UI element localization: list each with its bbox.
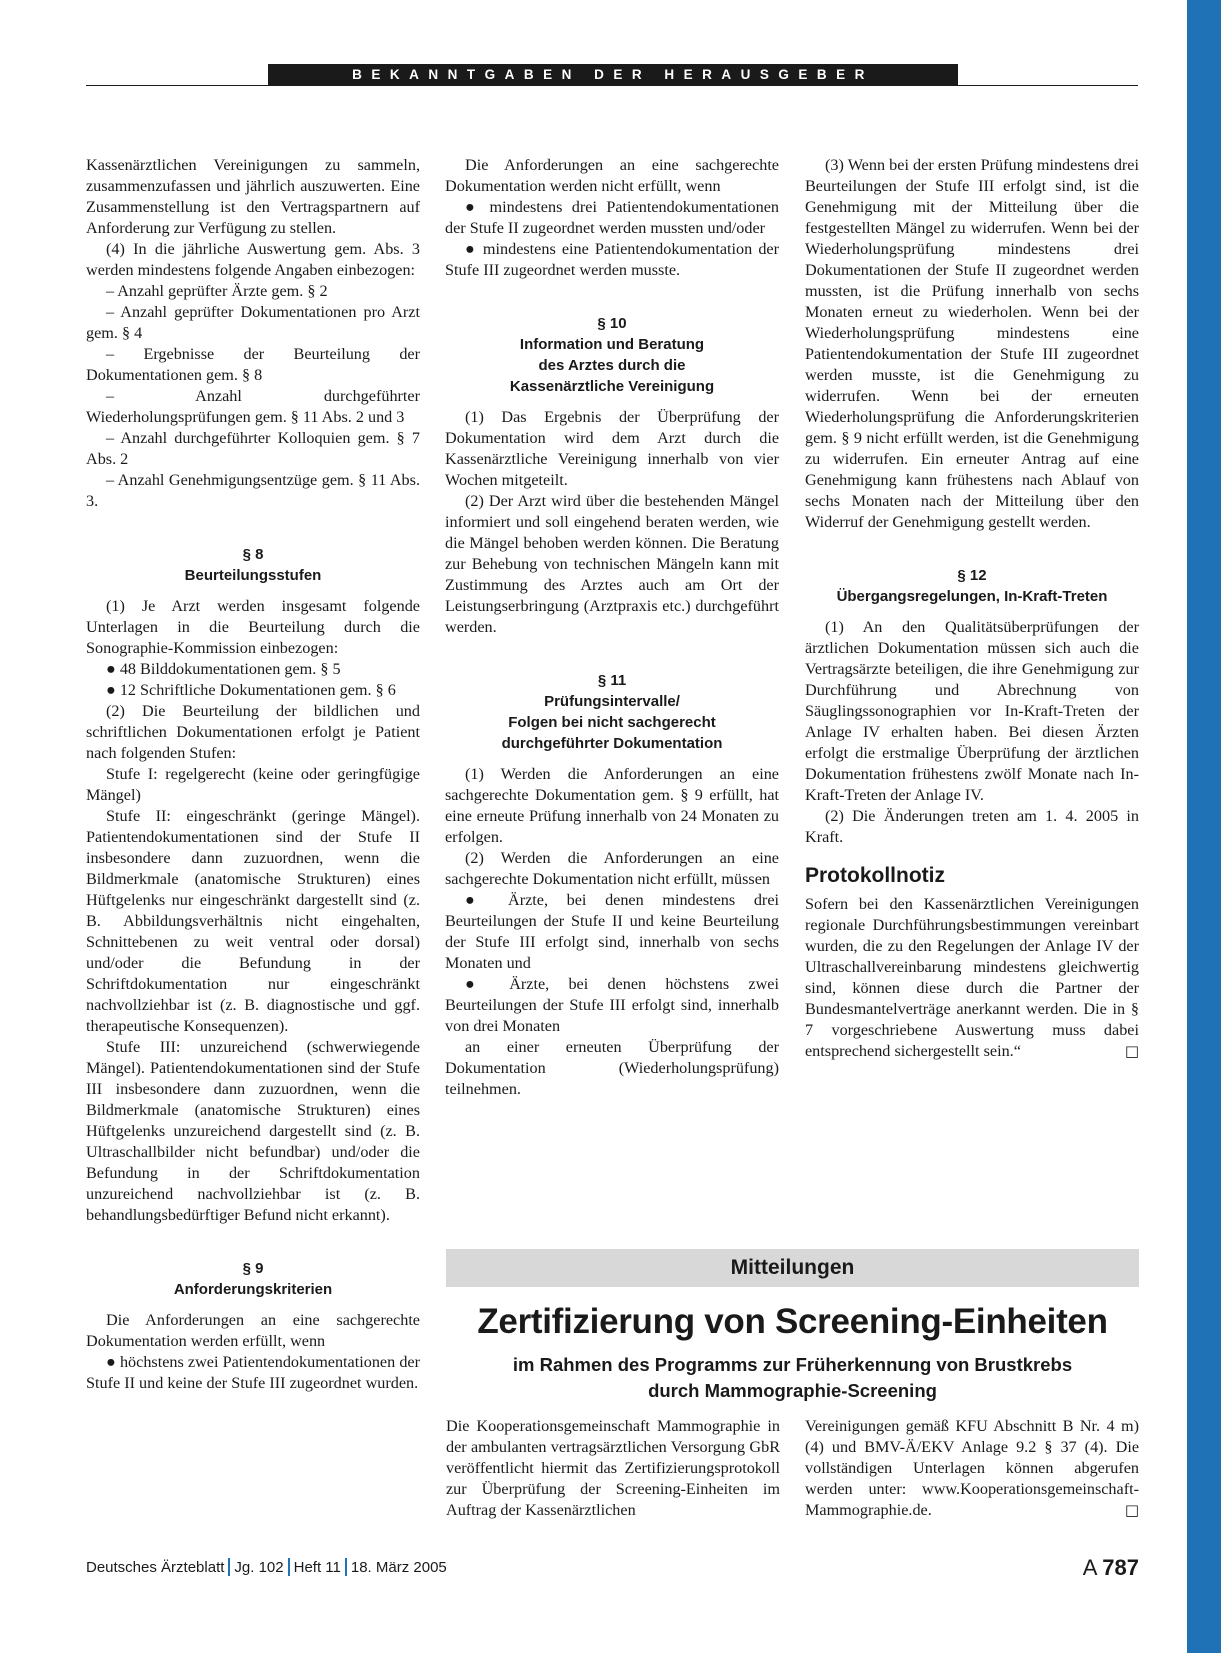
end-square-icon: □: [1124, 1042, 1139, 1060]
list-item: – Anzahl Genehmigungsentzüge gem. § 11 Abs. 3.: [86, 471, 420, 510]
list-item: – Anzahl geprüfter Dokumentationen pro Arzt gem. § 4: [86, 303, 420, 342]
bullet-item: ● Ärzte, bei denen mindestens drei Beurteilungen der Stufe II und keine Beurteilung der Stufe III erfolgt sind, innerhalb von sechs Monaten und: [445, 891, 779, 972]
page-number-value: 787: [1102, 1555, 1139, 1580]
list-item: – Anzahl durchgeführter Wiederholungsprüfungen gem. § 11 Abs. 2 und 3: [86, 387, 420, 426]
paragraph: Die Anforderungen an eine sachgerechte Dokumentation werden erfüllt, wenn: [86, 1311, 420, 1350]
section-title: Folgen bei nicht sachgerecht: [508, 714, 716, 731]
section-title: des Arztes durch die: [538, 357, 686, 374]
issue-date: 18. März 2005: [350, 1559, 447, 1576]
article-subtitle: [446, 1352, 1139, 1404]
bullet-item: ● mindestens eine Patientendokumentation der Stufe III zugeordnet werden musste.: [445, 240, 779, 279]
section-number: § 9: [242, 1260, 264, 1277]
column-1: [86, 155, 420, 1394]
list-item: – Anzahl geprüfter Ärzte gem. § 2: [106, 282, 328, 300]
footer-citation: [86, 1558, 447, 1578]
paragraph: (2) Werden die Anforderungen an eine sachgerechte Dokumentation nicht erfüllt, müssen: [445, 849, 779, 888]
section-title: Anforderungskriterien: [173, 1281, 333, 1298]
section-title: Prüfungsintervalle/: [544, 693, 680, 710]
issue: Heft 11: [293, 1559, 341, 1576]
section-number: § 12: [957, 567, 987, 584]
paragraph: an einer erneuten Überprüfung der Dokumentation (Wiederholungsprüfung) teilnehmen.: [445, 1038, 779, 1098]
section-number: § 11: [597, 672, 627, 689]
section-title: durchgeführter Dokumentation: [501, 735, 723, 752]
section-number: § 8: [242, 546, 264, 563]
article-text: Vereinigungen gemäß KFU Abschnitt B Nr. 4 m) (4) und BMV-Ä/EKV Anlage 9.2 § 37 (4). Die vollständigen Unterlagen können abgerufen werden unter: www.Kooperationsgemeinschaft-Mammographie.de.: [805, 1417, 1139, 1519]
paragraph: (2) Die Beurteilung der bildlichen und schriftlichen Dokumentationen erfolgt je Patient nach folgenden Stufen:: [86, 702, 420, 762]
protokollnotiz-heading: Protokollnotiz: [805, 864, 945, 887]
paragraph: Die Kooperationsgemeinschaft Mammographie in der ambulanten vertragsärztlichen Versorgung GbR veröffentlicht hiermit das Zertifizierungsprotokoll zur Überprüfung der Screening-Einheiten im Auftrag der Kassenärztlichen: [446, 1417, 780, 1519]
bullet-item: ● mindestens drei Patientendokumentationen der Stufe II zugeordnet werden mussten und/oder: [445, 198, 779, 237]
page-prefix: A: [1082, 1555, 1097, 1580]
paragraph: (1) An den Qualitätsüberprüfungen der ärztlichen Dokumentation müssen sich auch die Vertragsärzte beteiligen, die ihre Genehmigung zur Durchführung und Abrechnung von Säuglingssonographien vor In-Kraft-Treten der Anlage IV erhalten haben. Bei diesen Ärzten erfolgt die erstmalige Überprüfung der ärztlichen Dokumentation frühestens zwölf Monate nach In-Kraft-Treten der Anlage IV.: [805, 618, 1139, 804]
page-number: [1060, 1556, 1139, 1580]
protokollnotiz-text: Sofern bei den Kassenärztlichen Vereinigungen regionale Durchführungsbestimmungen vereinbart wurden, die zu den Regelungen der Anlage IV der Ultraschallvereinbarung mindestens gleichwertig sind, können diese durch die Partner der Bundesmantelverträge anerkannt werden. Die in § 7 vorgeschriebene Auswertung muss dabei entsprechend sichergestellt sein.“: [805, 895, 1139, 1060]
article-column-1: [446, 1416, 780, 1521]
separator: [228, 1558, 230, 1576]
column-2: [445, 155, 779, 1100]
journal-name: Deutsches Ärzteblatt: [86, 1559, 225, 1576]
list-item: – Anzahl durchgeführter Kolloquien gem. § 7 Abs. 2: [86, 429, 420, 468]
paragraph: [805, 1416, 1139, 1521]
paragraph: (1) Das Ergebnis der Überprüfung der Dokumentation wird dem Arzt durch die Kassenärztliche Vereinigung innerhalb von vier Wochen mitgeteilt.: [445, 408, 779, 489]
section-number: § 10: [597, 315, 627, 332]
bullet-item: ● Ärzte, bei denen höchstens zwei Beurteilungen der Stufe III erfolgt sind, innerhalb von drei Monaten: [445, 975, 779, 1035]
paragraph: Stufe II: eingeschränkt (geringe Mängel). Patientendokumentationen sind der Stufe II insbesondere dann zuzuordnen, wenn die Bildmerkmale (anatomische Strukturen) eines Hüftgelenks nur eingeschränkt dargestellt sind (z. B. Abbildungsverhältnis nicht eingehalten, Schnittebenen zu weit ventral oder dorsal) und/oder die Befundung in der Schriftdokumentation nur eingeschränkt nachvollziehbar ist (z. B. diagnostische und ggf. therapeutische Konsequenzen).: [86, 807, 420, 1035]
article-column-2: [805, 1416, 1139, 1521]
paragraph: (1) Je Arzt werden insgesamt folgende Unterlagen in die Beurteilung durch die Sonographie-Kommission einbezogen:: [86, 597, 420, 657]
paragraph: Die Anforderungen an eine sachgerechte Dokumentation werden nicht erfüllt, wenn: [445, 156, 779, 195]
section-title: Kassenärztliche Vereinigung: [509, 378, 715, 395]
section-header: BEKANNTGABEN DER HERAUSGEBER: [268, 64, 958, 86]
paragraph: Kassenärztlichen Vereinigungen zu sammeln, zusammenzufassen und jährlich auszuwerten. Eine Zusammenstellung ist den Vertragspartnern auf Anforderung zur Verfügung zu stellen.: [86, 156, 420, 237]
bullet-item: ● 12 Schriftliche Dokumentationen gem. § 6: [106, 681, 396, 699]
bullet-item: ● höchstens zwei Patientendokumentationen der Stufe II und keine der Stufe III zugeordnet wurden.: [86, 1353, 420, 1392]
paragraph: Stufe III: unzureichend (schwerwiegende Mängel). Patientendokumentationen sind der Stufe III insbesondere dann zuzuordnen, wenn die Bildmerkmale (anatomische Strukturen) eines Hüftgelenks unzureichend dargestellt sind (z. B. Ultraschallbilder nicht befundbar) und/oder die Befundung in der Schriftdokumentation unzureichend nachvollziehbar ist (z. B. behandlungsbedürftiger Befund nicht erkannt).: [86, 1038, 420, 1224]
column-3: [805, 155, 1139, 1062]
paragraph: (2) Der Arzt wird über die bestehenden Mängel informiert und soll eingehend beraten werden, wie die Mängel behoben werden können. Die Beratung zur Behebung von technischen Mängeln kann mit Zustimmung des Arztes auch am Ort der Leistungserbringung (Arztpraxis etc.) durchgeführt werden.: [445, 492, 779, 636]
section-title: Information und Beratung: [519, 336, 705, 353]
separator: [288, 1558, 290, 1576]
volume: Jg. 102: [234, 1559, 284, 1576]
paragraph: (3) Wenn bei der ersten Prüfung mindestens drei Beurteilungen der Stufe III erfolgt sind, ist die Genehmigung mit der Mitteilung über die festgestellten Mängel zu widerrufen. Wenn bei der Wiederholungsprüfung mindestens drei Dokumentationen der Stufe II zugeordnet werden mussten, ist die Prüfung innerhalb von sechs Monaten erneut zu wiederholen. Wenn bei der Wiederholungsprüfung mindestens eine Patientendokumentation der Stufe III zugeordnet werden musste, ist die Genehmigung zu widerrufen. Wenn bei der erneuten Wiederholungsprüfung die Anforderungskriterien gem. § 9 nicht erfüllt werden, ist die Genehmigung zu widerrufen. Ein erneuter Antrag auf eine Genehmigung kann frühestens nach Ablauf von sechs Monaten nach der Mitteilung über den Widerruf der Genehmigung gestellt werden.: [805, 156, 1139, 531]
article-subtitle-line: durch Mammographie-Screening: [648, 1380, 937, 1401]
article-subtitle-line: im Rahmen des Programms zur Früherkennung von Brustkrebs: [512, 1354, 1073, 1375]
section-title: Beurteilungsstufen: [184, 567, 322, 584]
separator: [345, 1558, 347, 1576]
paragraph: Stufe I: regelgerecht (keine oder geringfügige Mängel): [86, 765, 420, 804]
list-item: – Ergebnisse der Beurteilung der Dokumentationen gem. § 8: [86, 345, 420, 384]
paragraph: (2) Die Änderungen treten am 1. 4. 2005 in Kraft.: [805, 807, 1139, 846]
side-color-band: [1187, 0, 1221, 1653]
section-title: Übergangsregelungen, In-Kraft-Treten: [836, 588, 1108, 605]
bullet-item: ● 48 Bilddokumentationen gem. § 5: [106, 660, 341, 678]
header-rule: [86, 85, 1138, 86]
paragraph: (4) In die jährliche Auswertung gem. Abs. 3 werden mindestens folgende Angaben einbezogen:: [86, 240, 420, 279]
article-title: Zertifizierung von Screening-Einheiten: [477, 1302, 1108, 1341]
paragraph: (1) Werden die Anforderungen an eine sachgerechte Dokumentation gem. § 9 erfüllt, hat eine erneute Prüfung innerhalb von 24 Monaten zu erfolgen.: [445, 765, 779, 846]
mitteilungen-bar: Mitteilungen: [446, 1249, 1139, 1287]
end-square-icon: □: [1124, 1501, 1139, 1519]
paragraph: [805, 894, 1139, 1062]
